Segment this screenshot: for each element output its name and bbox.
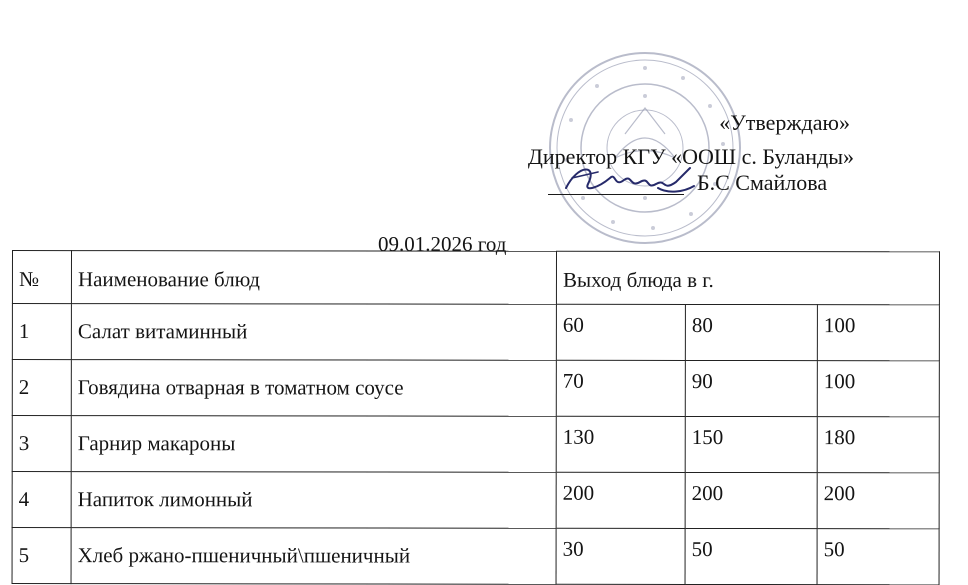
output-value: 130 [556,416,685,472]
output-value: 50 [685,528,817,584]
output-value: 100 [817,361,939,417]
table-row [12,304,939,361]
dish-name: Салат витаминный [71,304,556,361]
output-value: 200 [556,472,685,528]
header-number: № [12,251,71,304]
row-number: 2 [12,360,71,416]
output-value: 70 [556,360,685,416]
row-number: 4 [12,472,71,528]
output-value: 180 [817,417,939,473]
dish-name: Гарнир макароны [71,416,556,473]
output-value: 150 [685,416,817,472]
approval-director: Директор КГУ «ООШ с. Буланды» [527,144,854,169]
output-value: 100 [817,305,939,361]
output-value: 50 [817,529,939,585]
approval-title: «Утверждаю» [719,110,850,135]
table-row [12,416,939,473]
document-date: 09.01.2026 год [378,232,507,256]
output-value: 90 [685,360,817,416]
output-value: 80 [685,304,817,360]
table-row [12,360,939,417]
table-row [12,528,939,585]
output-value: 30 [556,528,685,584]
header-dish: Наименование блюд [71,251,556,305]
row-number: 1 [12,304,71,360]
dish-name: Хлеб ржано-пшеничный\пшеничный [71,528,556,585]
row-number: 3 [12,416,71,472]
row-number: 5 [12,528,71,584]
approval-name: Б.С Смайлова [697,170,828,195]
dish-name: Напиток лимонный [71,472,556,529]
header-output: Выход блюда в г. [556,251,939,305]
output-value: 200 [817,473,939,529]
dish-name: Говядина отварная в томатном соусе [71,360,556,417]
signature-line [548,194,684,195]
output-value: 200 [685,472,817,528]
menu-table [12,250,940,585]
output-value: 60 [556,304,685,360]
table-header-row [12,251,939,305]
table-row [12,472,939,529]
